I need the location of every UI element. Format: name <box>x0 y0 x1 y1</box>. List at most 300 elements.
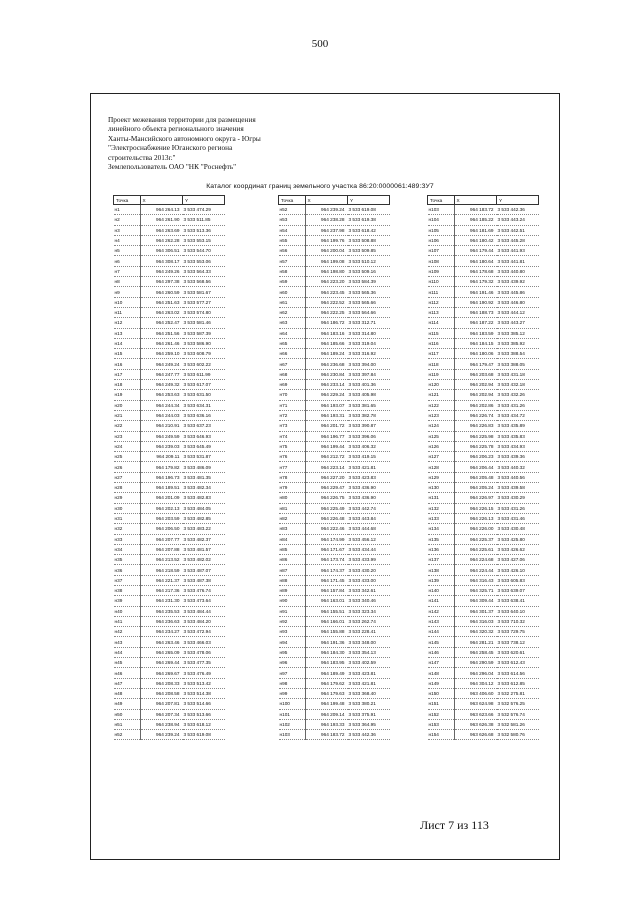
cell-point: н77 <box>279 462 306 472</box>
table-row <box>114 678 225 688</box>
table-row <box>428 575 539 585</box>
cell-y: 3 533 484.44 <box>183 606 225 616</box>
cell-point: н120 <box>428 380 455 390</box>
cell-point: н154 <box>428 730 455 740</box>
cell-point: н85 <box>279 544 306 554</box>
table-row <box>279 328 390 338</box>
cell-point: н27 <box>114 472 141 482</box>
table-row <box>428 709 539 719</box>
cell-point: н52 <box>114 730 141 740</box>
cell-point: н80 <box>279 493 306 503</box>
table-row <box>428 596 539 606</box>
cell-point: н32 <box>114 524 141 534</box>
table-row <box>279 688 390 698</box>
cell-point: н24 <box>114 441 141 451</box>
cell-x: 964 199.44 <box>305 441 348 451</box>
cell-x: 963 406.60 <box>454 688 497 698</box>
cell-point: н84 <box>279 534 306 544</box>
table-row <box>114 205 225 215</box>
cell-y: 3 533 430.20 <box>348 565 390 575</box>
cell-x: 964 207.81 <box>140 699 183 709</box>
cell-x: 964 223.20 <box>305 277 348 287</box>
table-row <box>114 699 225 709</box>
table-row <box>114 616 225 626</box>
cell-y: 3 533 431.46 <box>497 513 539 523</box>
table-row <box>279 277 390 287</box>
page-number: 500 <box>311 38 329 50</box>
cell-point: н150 <box>428 688 455 698</box>
col-header-x: X <box>140 196 183 205</box>
cell-x: 964 193.07 <box>305 400 348 410</box>
table-row <box>428 256 539 266</box>
cell-y: 3 533 340.46 <box>348 596 390 606</box>
cell-x: 964 155.88 <box>305 627 348 637</box>
cell-y: 3 533 508.88 <box>348 235 390 245</box>
cell-x: 964 180.42 <box>454 235 497 245</box>
cell-point: н45 <box>114 658 141 668</box>
cell-y: 3 533 426.10 <box>497 565 539 575</box>
cell-y: 3 533 442.36 <box>348 730 390 740</box>
table-row <box>114 369 225 379</box>
cell-x: 964 191.36 <box>305 637 348 647</box>
col-header-x: X <box>305 196 348 205</box>
cell-x: 964 258.45 <box>454 647 497 657</box>
cell-y: 3 533 431.18 <box>497 369 539 379</box>
cell-x: 964 261.90 <box>140 215 183 225</box>
cell-point: н132 <box>428 503 455 513</box>
cell-y: 3 533 620.61 <box>497 647 539 657</box>
cell-y: 3 533 434.93 <box>497 441 539 451</box>
cell-point: н17 <box>114 369 141 379</box>
cell-point: н11 <box>114 307 141 317</box>
cell-point: н57 <box>279 256 306 266</box>
table-row <box>114 225 225 235</box>
cell-point: н1 <box>114 205 141 215</box>
table-row <box>114 318 225 328</box>
cell-x: 964 201.09 <box>140 493 183 503</box>
table-row <box>114 483 225 493</box>
cell-y: 3 533 487.38 <box>183 575 225 585</box>
cell-x: 964 223.45 <box>305 287 348 297</box>
cell-x: 964 201.72 <box>305 421 348 431</box>
cell-point: н96 <box>279 658 306 668</box>
cell-point: н58 <box>279 266 306 276</box>
table-row <box>114 452 225 462</box>
cell-point: н125 <box>428 431 455 441</box>
cell-point: н101 <box>279 709 306 719</box>
cell-point: н5 <box>114 246 141 256</box>
table-row <box>114 730 225 740</box>
cell-x: 964 225.37 <box>454 534 497 544</box>
coordinate-table-3 <box>427 195 539 740</box>
cell-y: 3 533 440.80 <box>497 266 539 276</box>
cell-point: н144 <box>428 627 455 637</box>
table-row <box>114 441 225 451</box>
cell-point: н12 <box>114 318 141 328</box>
cell-y: 3 533 584.39 <box>348 277 390 287</box>
cell-point: н48 <box>114 688 141 698</box>
table-row <box>114 349 225 359</box>
cell-x: 964 199.76 <box>305 235 348 245</box>
cell-y: 3 533 435.83 <box>497 431 539 441</box>
cell-point: н18 <box>114 380 141 390</box>
cell-x: 964 263.69 <box>140 225 183 235</box>
table-row <box>428 338 539 348</box>
cell-x: 964 251.56 <box>140 328 183 338</box>
cell-point: н112 <box>428 297 455 307</box>
cell-y: 3 533 631.50 <box>183 390 225 400</box>
cell-y: 3 533 394.00 <box>348 359 390 369</box>
cell-point: н88 <box>279 575 306 585</box>
cell-point: н31 <box>114 513 141 523</box>
table-row <box>114 688 225 698</box>
cell-x: 964 179.44 <box>454 246 497 256</box>
cell-y: 3 532 580.76 <box>497 730 539 740</box>
table-row <box>279 585 390 595</box>
table-row <box>114 400 225 410</box>
cell-x: 964 244.34 <box>140 400 183 410</box>
cell-x: 964 189.51 <box>140 483 183 493</box>
cell-point: н95 <box>279 647 306 657</box>
cell-x: 964 320.32 <box>454 627 497 637</box>
table-row <box>428 493 539 503</box>
table-row <box>428 380 539 390</box>
cell-x: 964 178.68 <box>454 266 497 276</box>
cell-y: 3 533 544.70 <box>183 246 225 256</box>
cell-x: 964 224.68 <box>454 555 497 565</box>
cell-y: 3 533 513.42 <box>183 678 225 688</box>
cell-y: 3 533 645.49 <box>183 441 225 451</box>
cell-y: 3 533 581.67 <box>183 287 225 297</box>
cell-x: 964 173.74 <box>305 555 348 565</box>
table-row <box>114 297 225 307</box>
cell-x: 964 222.25 <box>305 307 348 317</box>
cell-x: 964 210.91 <box>140 421 183 431</box>
cell-y: 3 533 511.85 <box>183 215 225 225</box>
cell-x: 964 225.49 <box>305 503 348 513</box>
table-row <box>114 534 225 544</box>
cell-point: н98 <box>279 678 306 688</box>
table-row <box>114 668 225 678</box>
cell-y: 3 533 436.90 <box>348 493 390 503</box>
table-row <box>114 555 225 565</box>
table-row <box>428 688 539 698</box>
table-row <box>428 616 539 626</box>
table-row <box>279 256 390 266</box>
table-row <box>279 565 390 575</box>
cell-y: 3 533 228.41 <box>348 627 390 637</box>
cell-point: н64 <box>279 328 306 338</box>
cell-x: 964 226.83 <box>454 421 497 431</box>
cell-point: н122 <box>428 400 455 410</box>
cell-point: н136 <box>428 544 455 554</box>
cell-y: 3 533 388.54 <box>497 349 539 359</box>
cell-x: 964 224.44 <box>454 565 497 575</box>
cell-y: 3 533 385.12 <box>497 328 539 338</box>
cell-y: 3 533 364.95 <box>348 719 390 729</box>
cell-y: 3 533 481.35 <box>183 472 225 482</box>
cell-x: 964 309.44 <box>454 596 497 606</box>
cell-point: н140 <box>428 585 455 595</box>
cell-point: н60 <box>279 287 306 297</box>
cell-y: 3 533 482.85 <box>183 513 225 523</box>
table-row <box>428 400 539 410</box>
cell-x: 964 208.33 <box>140 678 183 688</box>
cell-y: 3 533 396.06 <box>348 431 390 441</box>
cell-y: 3 533 425.80 <box>497 534 539 544</box>
cell-y: 3 533 710.32 <box>497 616 539 626</box>
cell-x: 964 209.14 <box>305 709 348 719</box>
table-row <box>114 709 225 719</box>
cell-x: 964 183.72 <box>305 730 348 740</box>
cell-x: 964 229.47 <box>305 483 348 493</box>
cell-x: 964 199.48 <box>305 699 348 709</box>
table-row <box>114 627 225 637</box>
cell-y: 3 533 423.83 <box>348 472 390 482</box>
cell-point: н23 <box>114 431 141 441</box>
cell-y: 3 533 354.13 <box>348 647 390 657</box>
cell-x: 964 253.63 <box>140 390 183 400</box>
cell-x: 964 239.24 <box>140 730 183 740</box>
cell-y: 3 533 514.38 <box>183 688 225 698</box>
table-row <box>279 441 390 451</box>
cell-point: н113 <box>428 307 455 317</box>
cell-y: 3 533 513.66 <box>183 709 225 719</box>
cell-y: 3 533 441.81 <box>497 256 539 266</box>
cell-x: 964 306.51 <box>140 246 183 256</box>
table-row <box>279 575 390 585</box>
table-row <box>428 452 539 462</box>
table-row <box>279 452 390 462</box>
cell-x: 964 296.04 <box>454 668 497 678</box>
cell-point: н15 <box>114 349 141 359</box>
table-row <box>428 205 539 215</box>
table-row <box>279 297 390 307</box>
table-row <box>279 235 390 245</box>
cell-y: 3 533 443.84 <box>348 513 390 523</box>
cell-x: 964 199.08 <box>305 256 348 266</box>
table-row <box>114 246 225 256</box>
cell-y: 3 533 439.92 <box>497 277 539 287</box>
cell-point: н134 <box>428 524 455 534</box>
cell-point: н105 <box>428 225 455 235</box>
cell-x: 964 225.78 <box>454 441 497 451</box>
cell-x: 964 234.27 <box>140 627 183 637</box>
cell-y: 3 533 619.38 <box>348 215 390 225</box>
cell-x: 964 301.37 <box>454 606 497 616</box>
cell-y: 3 533 431.26 <box>497 503 539 513</box>
cell-x: 964 247.77 <box>140 369 183 379</box>
table-row <box>279 596 390 606</box>
cell-x: 964 184.15 <box>454 338 497 348</box>
table-row <box>114 235 225 245</box>
cell-x: 964 202.94 <box>454 380 497 390</box>
table-row <box>114 256 225 266</box>
cell-y: 3 533 729.75 <box>497 627 539 637</box>
cell-y: 3 533 608.79 <box>183 349 225 359</box>
cell-point: н42 <box>114 627 141 637</box>
cell-point: н93 <box>279 627 306 637</box>
table-row <box>428 349 539 359</box>
table-row <box>114 472 225 482</box>
cell-x: 964 223.14 <box>305 462 348 472</box>
cell-y: 3 533 646.93 <box>183 431 225 441</box>
cell-x: 963 623.66 <box>454 709 497 719</box>
cell-y: 3 533 509.16 <box>348 266 390 276</box>
cell-point: н151 <box>428 699 455 709</box>
cell-y: 3 532 576.25 <box>497 699 539 709</box>
cell-x: 964 174.99 <box>305 534 348 544</box>
cell-y: 3 533 319.04 <box>348 338 390 348</box>
cell-x: 964 171.67 <box>305 544 348 554</box>
cell-y: 3 533 564.33 <box>183 266 225 276</box>
cell-point: н52 <box>279 205 306 215</box>
cell-point: н103 <box>279 730 306 740</box>
cell-point: н44 <box>114 647 141 657</box>
cell-y: 3 533 375.91 <box>348 709 390 719</box>
cell-x: 964 180.64 <box>454 256 497 266</box>
table-row <box>114 462 225 472</box>
table-row <box>428 606 539 616</box>
cell-x: 964 316.03 <box>454 616 497 626</box>
cell-y: 3 533 434.72 <box>497 410 539 420</box>
cell-x: 964 222.46 <box>305 524 348 534</box>
table-row <box>279 555 390 565</box>
cell-y: 3 533 636.16 <box>183 410 225 420</box>
cell-y: 3 533 323.34 <box>348 606 390 616</box>
cell-point: н117 <box>428 349 455 359</box>
cell-x: 964 249.24 <box>140 359 183 369</box>
cell-y: 3 533 431.26 <box>497 400 539 410</box>
cell-point: н51 <box>114 719 141 729</box>
table-row <box>114 658 225 668</box>
table-row <box>428 637 539 647</box>
cell-x: 964 265.09 <box>140 647 183 657</box>
table-row <box>114 575 225 585</box>
cell-point: н130 <box>428 483 455 493</box>
cell-x: 963 624.98 <box>454 699 497 709</box>
cell-y: 3 533 639.07 <box>497 585 539 595</box>
cell-x: 964 251.63 <box>140 297 183 307</box>
cell-y: 3 533 397.84 <box>348 369 390 379</box>
cell-y: 3 533 421.81 <box>348 462 390 472</box>
cell-x: 964 207.34 <box>140 709 183 719</box>
cell-point: н103 <box>428 205 455 215</box>
table-row <box>279 205 390 215</box>
cell-point: н47 <box>114 678 141 688</box>
cell-point: н138 <box>428 565 455 575</box>
cell-point: н75 <box>279 441 306 451</box>
cell-y: 3 533 440.56 <box>497 472 539 482</box>
cell-x: 964 180.06 <box>454 349 497 359</box>
table-row <box>279 668 390 678</box>
cell-point: н25 <box>114 452 141 462</box>
cell-point: н35 <box>114 555 141 565</box>
cell-point: н147 <box>428 658 455 668</box>
cell-point: н68 <box>279 369 306 379</box>
cell-point: н83 <box>279 524 306 534</box>
table-row <box>428 421 539 431</box>
table-row <box>279 493 390 503</box>
cell-point: н4 <box>114 235 141 245</box>
cell-point: н107 <box>428 246 455 256</box>
cell-x: 964 263.02 <box>140 307 183 317</box>
cell-point: н121 <box>428 390 455 400</box>
cell-y: 3 533 513.36 <box>183 225 225 235</box>
cell-y: 3 533 434.44 <box>348 544 390 554</box>
cell-x: 964 181.69 <box>454 225 497 235</box>
cell-y: 3 533 618.42 <box>348 225 390 235</box>
cell-point: н152 <box>428 709 455 719</box>
table-row <box>114 421 225 431</box>
cell-point: н78 <box>279 472 306 482</box>
cell-y: 3 533 476.49 <box>183 668 225 678</box>
cell-x: 964 196.73 <box>140 472 183 482</box>
cell-x: 964 202.13 <box>140 503 183 513</box>
cell-y: 3 533 388.05 <box>497 359 539 369</box>
cell-x: 964 183.16 <box>305 328 348 338</box>
cell-x: 964 186.72 <box>305 318 348 328</box>
cell-point: н33 <box>114 534 141 544</box>
cell-y: 3 533 423.81 <box>348 668 390 678</box>
cell-x: 964 244.03 <box>140 410 183 420</box>
cell-point: н90 <box>279 596 306 606</box>
cell-y: 3 533 442.36 <box>497 205 539 215</box>
cell-x: 964 157.84 <box>305 585 348 595</box>
table-row <box>114 719 225 729</box>
cell-y: 3 533 445.86 <box>497 287 539 297</box>
cell-point: н82 <box>279 513 306 523</box>
cell-y: 3 533 433.99 <box>348 555 390 565</box>
table-row <box>279 287 390 297</box>
cell-point: н92 <box>279 616 306 626</box>
table-row <box>279 400 390 410</box>
table-row <box>428 246 539 256</box>
cell-y: 3 533 619.08 <box>348 205 390 215</box>
cell-y: 3 533 436.90 <box>348 483 390 493</box>
cell-y: 3 533 514.66 <box>183 699 225 709</box>
cell-y: 3 533 442.74 <box>348 503 390 513</box>
cell-x: 964 281.21 <box>454 637 497 647</box>
cell-y: 3 533 509.85 <box>348 246 390 256</box>
cell-x: 964 218.59 <box>140 565 183 575</box>
cell-point: н2 <box>114 215 141 225</box>
table-row <box>428 462 539 472</box>
cell-x: 964 213.52 <box>140 555 183 565</box>
cell-point: н148 <box>428 668 455 678</box>
cell-x: 964 187.22 <box>454 318 497 328</box>
table-row <box>279 524 390 534</box>
cell-y: 3 533 473.64 <box>183 596 225 606</box>
cell-x: 964 205.24 <box>454 483 497 493</box>
cell-point: н65 <box>279 338 306 348</box>
cell-y: 3 533 435.89 <box>497 421 539 431</box>
cell-point: н46 <box>114 668 141 678</box>
cell-y: 3 533 348.00 <box>348 637 390 647</box>
cell-y: 3 533 553.06 <box>183 256 225 266</box>
table-row <box>279 421 390 431</box>
cell-point: н118 <box>428 359 455 369</box>
cell-x: 964 189.24 <box>305 349 348 359</box>
cell-y: 3 533 381.65 <box>348 400 390 410</box>
cell-x: 964 184.30 <box>305 647 348 657</box>
table-row <box>114 503 225 513</box>
cell-y: 3 533 444.12 <box>497 307 539 317</box>
cell-point: н111 <box>428 287 455 297</box>
cell-x: 964 264.13 <box>140 205 183 215</box>
cell-x: 964 188.73 <box>454 307 497 317</box>
cell-point: н145 <box>428 637 455 647</box>
